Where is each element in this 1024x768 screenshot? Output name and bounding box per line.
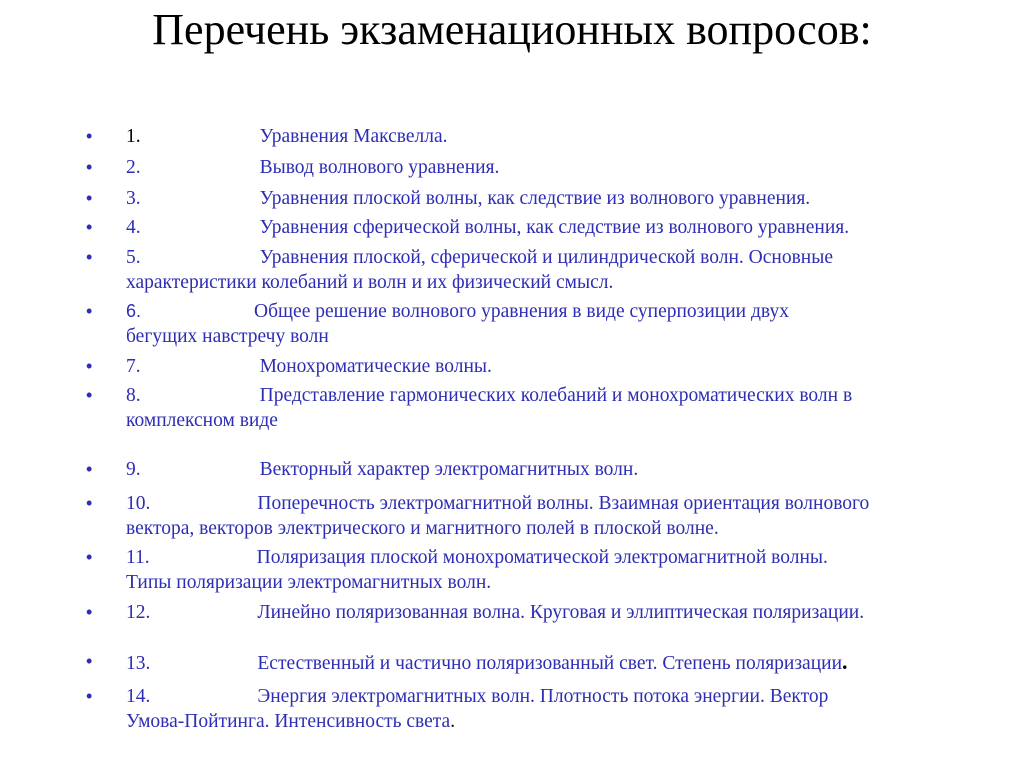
bullet-icon: • bbox=[86, 493, 93, 513]
question-number: 10. bbox=[126, 493, 151, 514]
question-text: Поперечность электромагнитной волны. Взаимная ориентация волнового bbox=[257, 493, 870, 514]
question-text: Представление гармонических колебаний и монохроматических волн в bbox=[259, 385, 853, 406]
question-body bbox=[126, 155, 956, 180]
question-text-end: . bbox=[450, 711, 456, 732]
bullet-icon: • bbox=[86, 126, 93, 146]
bullet-icon: • bbox=[86, 459, 93, 479]
question-body bbox=[126, 354, 956, 379]
question-body bbox=[126, 600, 956, 625]
question-text-end: . bbox=[842, 649, 848, 674]
bullet-icon: • bbox=[86, 547, 93, 567]
question-text-continued: бегущих навстречу волн bbox=[126, 326, 329, 347]
bullet-icon: • bbox=[86, 247, 93, 267]
question-body bbox=[126, 215, 956, 240]
bullet-icon: • bbox=[86, 385, 93, 405]
question-body bbox=[126, 186, 956, 211]
question-text: Уравнения плоской волны, как следствие из волнового уравнения. bbox=[259, 188, 811, 209]
question-text: Линейно поляризованная волна. Круговая и эллиптическая поляризации. bbox=[257, 602, 865, 623]
slide-title: Перечень экзаменационных вопросов: bbox=[152, 5, 872, 54]
question-number: 6. bbox=[126, 301, 142, 321]
question-number: 11. bbox=[126, 547, 150, 568]
question-text: Поляризация плоской монохроматической электромагнитной волны. bbox=[256, 547, 828, 568]
bullet-icon: • bbox=[86, 356, 93, 376]
question-body bbox=[126, 299, 956, 349]
question-text: Уравнения сферической волны, как следствие из волнового уравнения. bbox=[259, 217, 850, 238]
question-number: 5. bbox=[126, 247, 141, 268]
question-number: 3. bbox=[126, 188, 141, 209]
bullet-icon: • bbox=[86, 602, 93, 622]
question-body bbox=[126, 124, 956, 149]
question-text: Уравнения плоской, сферической и цилиндрической волн. Основные bbox=[259, 247, 833, 268]
question-text: Естественный и частично поляризованный свет. Степень поляризации bbox=[257, 653, 843, 674]
bullet-icon: • bbox=[86, 217, 93, 237]
question-number: 13. bbox=[126, 653, 151, 674]
question-text-continued: комплексном виде bbox=[126, 410, 278, 431]
question-body bbox=[126, 383, 956, 433]
question-number: 1. bbox=[126, 126, 141, 147]
question-text: Монохроматические волны. bbox=[259, 356, 492, 377]
question-number: 4. bbox=[126, 217, 141, 238]
question-text-continued: Типы поляризации электромагнитных волн. bbox=[126, 572, 492, 593]
question-number: 9. bbox=[126, 459, 141, 480]
bullet-icon: • bbox=[86, 651, 93, 671]
question-body bbox=[126, 684, 956, 734]
question-body bbox=[126, 457, 956, 482]
question-number: 12. bbox=[126, 602, 151, 623]
question-body bbox=[126, 649, 956, 676]
question-text-continued: характеристики колебаний и волн и их физический смысл. bbox=[126, 272, 614, 293]
question-text: Общее решение волнового уравнения в виде суперпозиции двух bbox=[254, 301, 789, 322]
bullet-icon: • bbox=[86, 188, 93, 208]
question-number: 14. bbox=[126, 686, 151, 707]
question-body bbox=[126, 245, 956, 295]
question-number: 7. bbox=[126, 356, 141, 377]
question-text: Векторный характер электромагнитных волн. bbox=[259, 459, 639, 480]
question-text: Энергия электромагнитных волн. Плотность потока энергии. Вектор bbox=[257, 686, 829, 707]
question-body bbox=[126, 491, 956, 541]
question-text-continued: Умова-Пойтинга. Интенсивность света bbox=[126, 711, 451, 732]
bullet-icon: • bbox=[86, 157, 93, 177]
question-number: 2. bbox=[126, 157, 141, 178]
question-text-continued: вектора, векторов электрического и магнитного полей в плоской волне. bbox=[126, 518, 719, 539]
question-text: Вывод волнового уравнения. bbox=[259, 157, 500, 178]
bullet-icon: • bbox=[86, 686, 93, 706]
question-number: 8. bbox=[126, 385, 141, 406]
question-body bbox=[126, 545, 956, 595]
bullet-icon: • bbox=[86, 301, 93, 321]
question-text: Уравнения Максвелла. bbox=[259, 126, 448, 147]
